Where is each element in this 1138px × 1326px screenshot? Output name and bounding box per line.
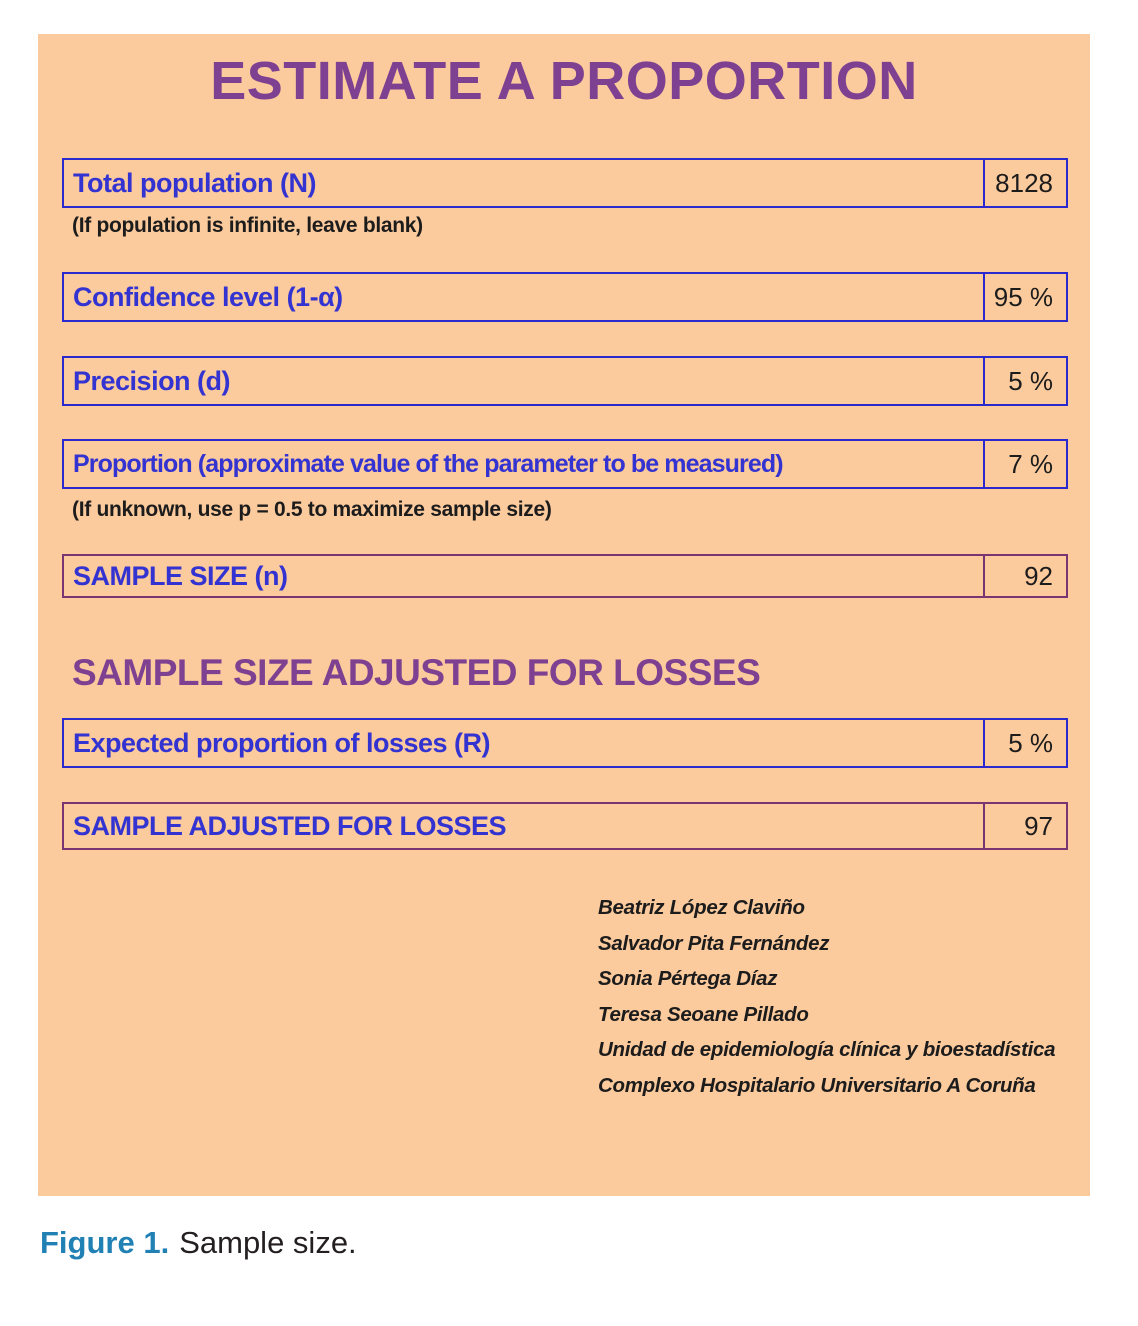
caption-label: Figure 1. [40,1225,170,1260]
result-row-sample-size [62,554,1068,598]
result-label-sample-adjusted: SAMPLE ADJUSTED FOR LOSSES [64,804,985,848]
field-row-total-population [62,158,1068,208]
credit-line: Salvador Pita Fernández [598,931,830,955]
result-value-sample-adjusted: 97 [1024,810,1053,841]
field-value-expected-losses: 5 % [1008,727,1053,758]
field-label-proportion: Proportion (approximate value of the parameter to be measured) [64,441,985,487]
credit-line: Unidad de epidemiología clínica y bioestadística [598,1038,1056,1061]
figure-caption [40,1225,357,1261]
section-heading-adjusted-losses: SAMPLE SIZE ADJUSTED FOR LOSSES [72,652,761,693]
field-value-confidence-level: 95 % [993,281,1053,312]
field-label-confidence-level: Confidence level (1-α) [64,274,985,320]
credit-line: Beatriz López Claviño [598,896,805,919]
panel-title: ESTIMATE A PROPORTION [210,51,918,111]
field-value-proportion: 7 % [1008,448,1053,479]
field-label-expected-losses: Expected proportion of losses (R) [64,720,985,766]
calculator-panel [38,34,1090,1196]
field-row-precision [62,356,1068,406]
note-proportion-unknown: (If unknown, use p = 0.5 to maximize sample size) [72,498,552,521]
credit-line: Sonia Pértega Díaz [598,967,778,990]
result-value-sample-size: 92 [1024,560,1053,591]
result-row-sample-adjusted [62,802,1068,850]
credits-block [598,890,1055,1103]
credit-line: Complexo Hospitalario Universitario A Coruña [598,1073,1036,1097]
note-population-infinite: (If population is infinite, leave blank) [72,214,423,237]
field-value-total-population: 8128 [995,167,1053,198]
result-label-sample-size: SAMPLE SIZE (n) [64,556,985,596]
field-row-proportion [62,439,1068,489]
caption-text: Sample size. [179,1225,357,1260]
field-row-expected-losses [62,718,1068,768]
field-label-precision: Precision (d) [64,358,985,404]
field-label-total-population: Total population (N) [64,160,985,206]
credit-line: Teresa Seoane Pillado [598,1002,809,1026]
field-row-confidence-level [62,272,1068,322]
field-value-precision: 5 % [1008,365,1053,396]
